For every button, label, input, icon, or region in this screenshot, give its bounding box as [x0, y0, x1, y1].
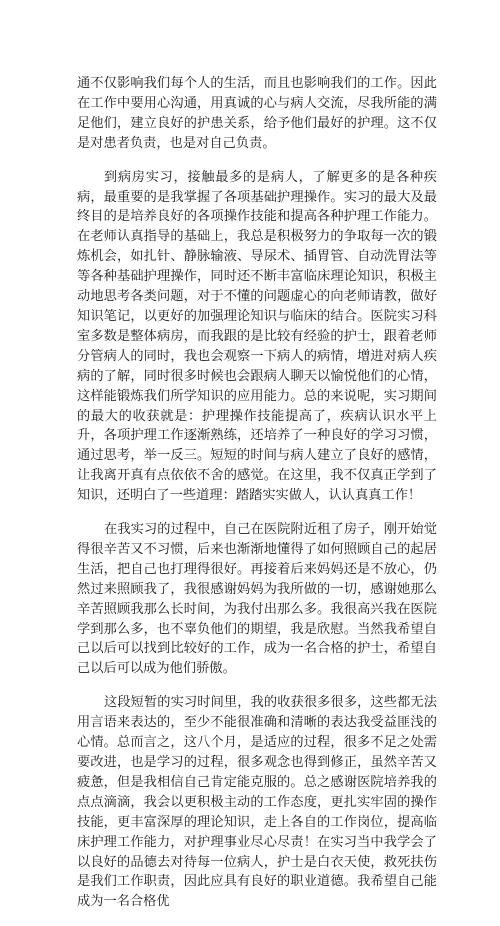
- paragraph-1: 通不仅影响我们每个人的生活，而且也影响我们的工作。因此在工作中要用心沟通，用真诚的心与病人交流，尽我所能的满足他们，建立良好的护患关系，给予他们最好的护理。这不仅是对患者负责，也是对自己负责。: [77, 76, 437, 151]
- document-body: [77, 74, 437, 926]
- paragraph-2: 到病房实习，接触最多的是病人，了解更多的是各种疾病，最重要的是我掌握了各项基础护理操作。实习的最大及最终目的是培养良好的各项操作技能和提高各种护理工作能力。在老师认真指导的基础上，我总是积极努力的争取每一次的锻炼机会，如扎针、静脉输液、导尿术、插胃管、自动洗胃法等等各种基础护理操作，同时还不断丰富临床理论知识，积极主动地思考各类问题，对于不懂的问题虚心的向老师请教，做好知识笔记，以更好的加强理论知识与临床的结合。医院实习科室多数是整体病房，而我跟的是比较有经验的护士，跟着老师分管病人的同时，我也会观察一下病人的病情，增进对病人疾病的了解，同时很多时候也会跟病人聊天以愉悦他们的心情，这样能锻炼我们所学知识的应用能力。总的来说呢，实习期间的最大的收获就是：护理操作技能提高了，疾病认识水平上升，各项护理工作逐渐熟练，还培养了一种良好的学习习惯，通过思考，举一反三。短短的时间与病人建立了良好的感情，让我离开真有点依依不舍的感觉。在这里，我不仅真正学到了知识，还明白了一些道理：踏踏实实做人，认认真真工作！: [77, 169, 437, 504]
- paragraph-3: 在我实习的过程中，自己在医院附近租了房子，刚开始觉得很辛苦又不习惯，后来也渐渐地懂得了如何照顾自己的起居生活，把自己也打理得很好。再接着后来妈妈还是不放心，仍然过来照顾我了，我很感谢妈妈为我所做的一切，感谢她那么辛苦照顾我那么长时间，为我付出那么多。我很高兴我在医院学到那么多，也不辜负他们的期望，我是欣慰。当然我希望自己以后可以找到比较好的工作，成为一名合格的护士，希望自己以后可以成为他们骄傲。: [77, 522, 437, 677]
- paragraph-4: 这段短暂的实习时间里，我的收获很多很多，这些都无法用言语来表达的，至少不能很准确和清晰的表达我受益匪浅的心情。总而言之，这八个月，是适应的过程，很多不足之处需要改进，也是学习的过程，很多观念也得到修正，虽然辛苦又疲惫，但是我相信自己肯定能克服的。总之感谢医院培养我的点点滴滴，我会以更积极主动的工作态度，更扎实牢固的操作技能，更丰富深厚的理论知识，走上各自的工作岗位，提高临床护理工作能力，对护理事业尽心尽责！在实习当中我学会了以良好的品德去对待每一位病人，护士是白衣天使，救死扶伤是我们工作职责，因此应具有良好的职业道德。我希望自己能成为一名合格优: [77, 695, 437, 910]
